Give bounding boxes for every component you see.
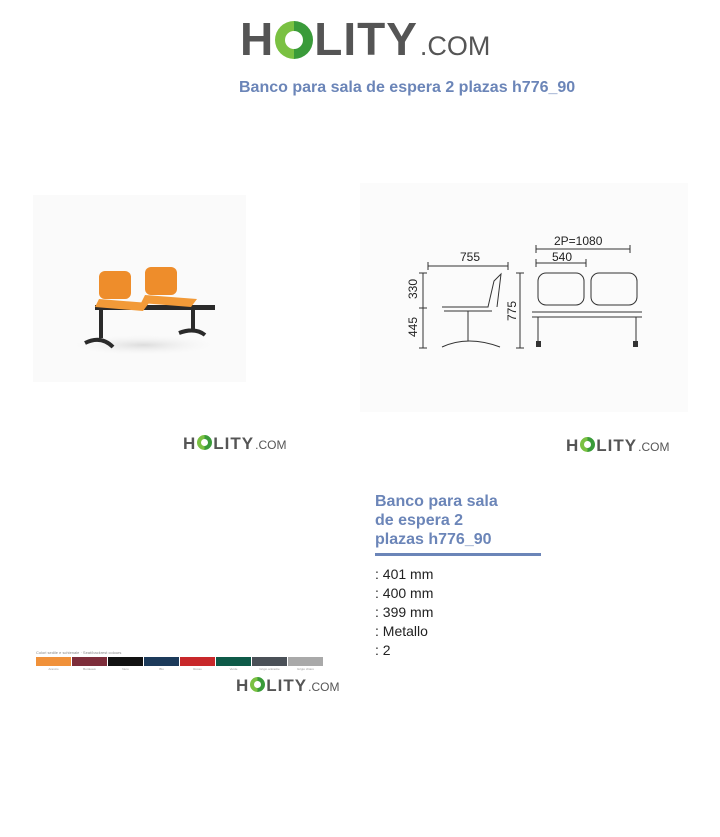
logo-text-lity: LITY [266, 676, 308, 695]
page-title: Banco para sala de espera 2 plazas h776_90 [239, 79, 576, 96]
swatch-name: Bordeaux [83, 667, 96, 671]
swatch-name: Verde [229, 667, 238, 671]
dim-back-height: 330 [406, 278, 420, 299]
holity-logo-small [566, 436, 669, 456]
color-swatch[interactable] [108, 657, 143, 671]
swatch-name: Nero [122, 667, 129, 671]
dim-total-height: 775 [505, 300, 519, 321]
swatch-chip [108, 657, 143, 666]
swatch-name: Grigio antracite [259, 667, 280, 671]
spec-item: : 399 mm [375, 604, 434, 620]
spec-item: : 2 [375, 642, 391, 658]
logo-text-h: H [240, 13, 275, 65]
swatch-name: Blu [159, 667, 164, 671]
product-title-line: plazas h776_90 [375, 531, 492, 548]
logo-text-lity: LITY [314, 13, 418, 65]
dim-depth: 755 [460, 250, 481, 264]
swatch-row [36, 657, 324, 671]
swatch-name: Arancio [48, 667, 59, 671]
swatch-name: Rosso [193, 667, 202, 671]
logo-text-h: H [183, 434, 197, 453]
color-swatch[interactable] [252, 657, 287, 671]
logo-text-h: H [236, 676, 250, 695]
holity-logo-small [183, 434, 286, 454]
swatch-chip [36, 657, 71, 666]
logo-o-icon [580, 437, 595, 452]
product-title [375, 492, 535, 549]
logo-text-lity: LITY [213, 434, 255, 453]
swatch-chip [144, 657, 179, 666]
logo-text-lity: LITY [596, 436, 638, 455]
spec-list [375, 565, 433, 660]
product-photo[interactable] [33, 195, 246, 382]
swatch-chip [252, 657, 287, 666]
color-swatch[interactable] [288, 657, 323, 671]
swatch-chip [180, 657, 215, 666]
spec-item: : 400 mm [375, 585, 434, 601]
logo-text-com: .COM [308, 680, 340, 694]
product-title-line: Banco para sala [375, 493, 498, 510]
swatch-chip [288, 657, 323, 666]
logo-text-com: .COM [255, 438, 287, 452]
color-swatch[interactable] [36, 657, 71, 671]
color-swatch[interactable] [216, 657, 251, 671]
dim-seat-width: 540 [552, 250, 573, 264]
logo-o-icon [197, 435, 212, 450]
logo-o-icon [275, 21, 313, 59]
color-palette[interactable] [36, 650, 324, 672]
dim-total-width: 2P=1080 [554, 234, 603, 248]
palette-header: Colori sedile e schienale · Seat/backrest colours [36, 650, 122, 655]
logo-o-icon [250, 677, 265, 692]
swatch-name: Grigio chiaro [296, 667, 314, 671]
holity-logo[interactable] [240, 12, 490, 66]
color-swatch[interactable] [180, 657, 215, 671]
logo-text-com: .COM [638, 440, 670, 454]
swatch-chip [72, 657, 107, 666]
holity-logo-small [236, 676, 339, 696]
color-swatch[interactable] [72, 657, 107, 671]
dim-seat-height: 445 [406, 316, 420, 337]
swatch-chip [216, 657, 251, 666]
logo-text-h: H [566, 436, 580, 455]
spec-item: : Metallo [375, 623, 428, 639]
title-divider [375, 553, 541, 556]
product-title-line: de espera 2 [375, 512, 464, 529]
spec-item: : 401 mm [375, 566, 434, 582]
technical-drawing[interactable] [360, 183, 688, 412]
color-swatch[interactable] [144, 657, 179, 671]
logo-text-com: .COM [419, 31, 491, 61]
